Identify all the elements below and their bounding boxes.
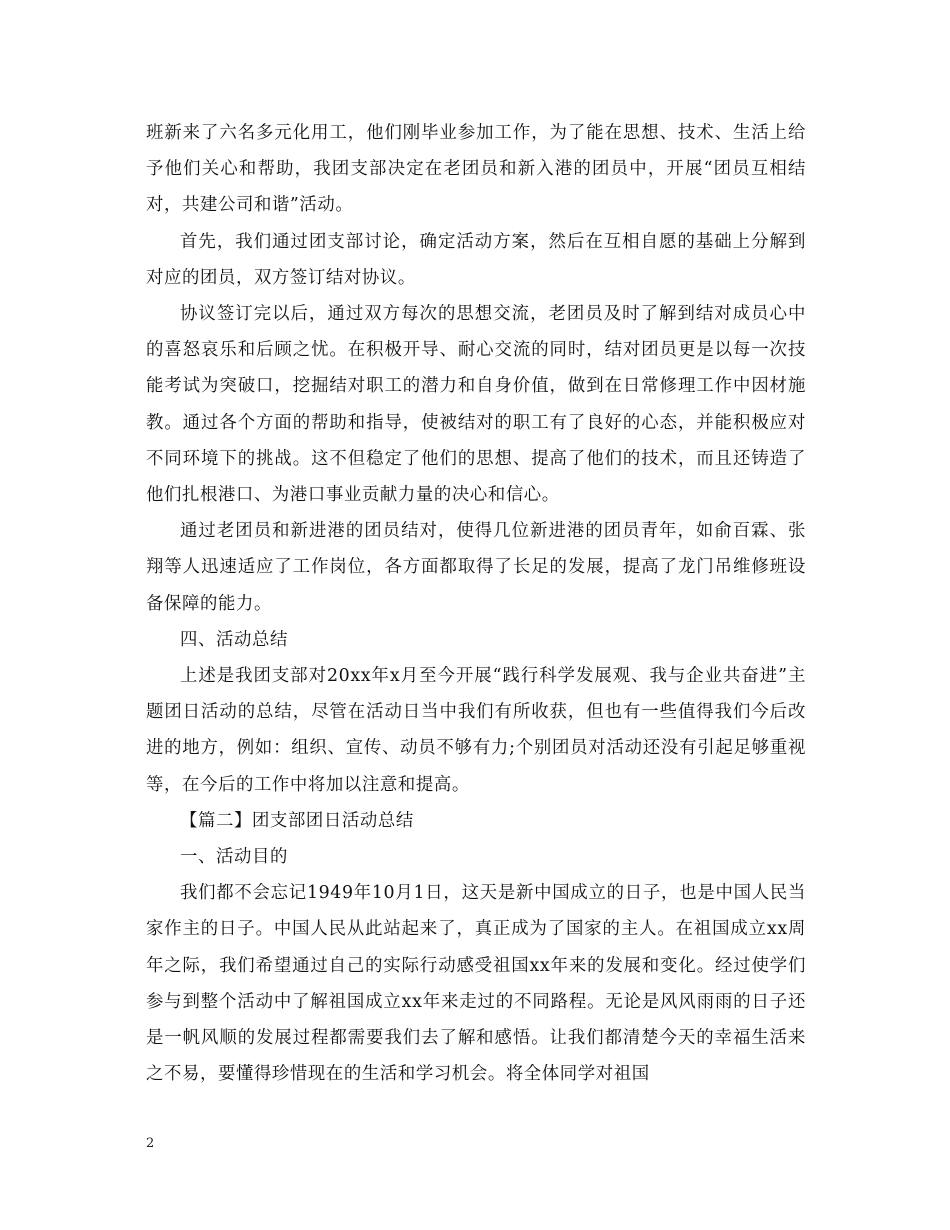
- paragraph-continuation: 班新来了六名多元化用工，他们刚毕业参加工作，为了能在思想、技术、生活上给予他们关心和帮助，我团支部决定在老团员和新入港的团员中，开展“团员互相结对，共建公司和谐”活动。: [146, 123, 806, 216]
- paragraph: 我们都不会忘记1949年10月1日，这天是新中国成立的日子，也是中国人民当家作主的日子。中国人民从此站起来了，真正成为了国家的主人。在祖国成立xx周年之际，我们希望通过自己的实际行动感受祖国xx年来的发展和变化。经过使学们参与到整个活动中了解祖国成立xx年来走过的不同路程。无论是风风雨雨的日子还是一帆风顺的发展过程都需要我们去了解和感悟。让我们都清楚今天的幸福生活来之不易，要懂得珍惜现在的生活和学习机会。将全体同学对祖国: [146, 883, 806, 1085]
- paragraph: 通过老团员和新进港的团员结对，使得几位新进港的团员青年，如俞百霖、张翔等人迅速适应了工作岗位，各方面都取得了长足的发展，提高了龙门吊维修班设备保障的能力。: [146, 521, 806, 614]
- page-number: 2: [146, 1136, 155, 1151]
- paragraph: 上述是我团支部对20xx年x月至今开展“践行科学发展观、我与企业共奋进”主题团日活动的总结，尽管在活动日当中我们有所收获，但也有一些值得我们今后改进的地方，例如：组织、宣传、动员不够有力;个别团员对活动还没有引起足够重视等，在今后的工作中将加以注意和提高。: [146, 666, 806, 795]
- paragraph: 协议签订完以后，通过双方每次的思想交流，老团员及时了解到结对成员心中的喜怒哀乐和后顾之忧。在积极开导、耐心交流的同时，结对团员更是以每一次技能考试为突破口，挖掘结对职工的潜力和自身价值，做到在日常修理工作中因材施教。通过各个方面的帮助和指导，使被结对的职工有了良好的心态，并能积极应对不同环境下的挑战。这不但稳定了他们的思想、提高了他们的技术，而且还铸造了他们扎根港口、为港口事业贡献力量的决心和信心。: [146, 304, 806, 506]
- section-heading-summary: 四、活动总结: [180, 629, 288, 650]
- section-heading-purpose: 一、活动目的: [180, 847, 288, 868]
- paragraph: 首先，我们通过团支部讨论，确定活动方案，然后在互相自愿的基础上分解到对应的团员，双方签订结对协议。: [146, 231, 806, 288]
- document-body: [146, 115, 806, 1092]
- chapter-heading-part-two: 【篇二】团支部团日活动总结: [180, 810, 414, 831]
